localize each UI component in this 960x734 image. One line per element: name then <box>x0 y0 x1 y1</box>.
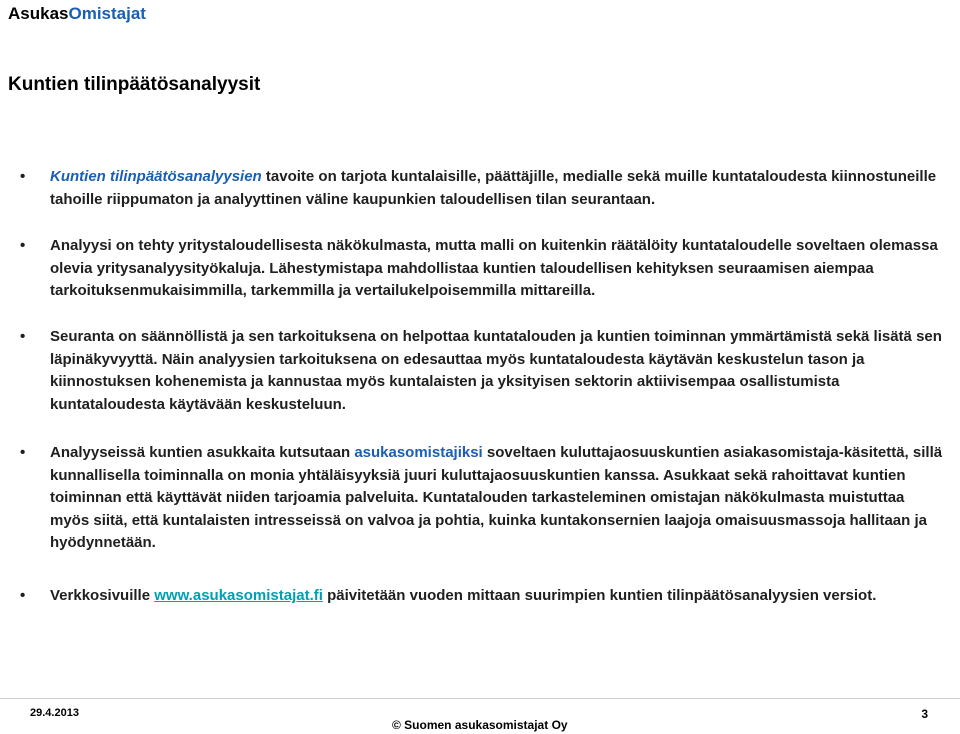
bullet-item-3 <box>20 326 946 416</box>
bullet-item-2 <box>20 235 946 303</box>
bullet-item-4 <box>20 442 946 555</box>
bullet-text-post: soveltaen kuluttajaosuuskuntien asiakasomistaja-käsitettä, sillä kunnallisella toiminnalla on monia yhtäläisyyksiä juuri kuluttajaosuuskuntien kanssa. Asukkaat sekä rahoittavat kuntien toiminnan että käyttävät niiden tarjoamia palveluita. Kuntatalouden tarkasteleminen omistajan näkökulmasta muistuttaa myös siitä, että kuntalaisten intresseissä on valvoa ja pohtia, kuinka kuntakonsernien laajoja omaisuusmassoja hallitaan ja hyödynnetään. <box>50 444 943 551</box>
brand-logo <box>8 4 146 24</box>
website-link[interactable]: www.asukasomistajat.fi <box>154 587 323 604</box>
page-number: 3 <box>921 707 928 721</box>
bullet-item-1 <box>20 166 946 211</box>
bullet-text: tavoite on tarjota kuntalaisille, päättäjille, medialle sekä muille kuntataloudesta kiinnostuneille tahoille riippumaton ja analyyttinen väline kaupunkien taloudellisen tilan seurantaan. <box>50 168 937 208</box>
bullet-text-pre: Verkkosivuille <box>50 587 155 604</box>
logo-part-2: Omistajat <box>68 4 146 23</box>
bullet-icon: • <box>20 444 26 461</box>
bullet-text: Seuranta on säännöllistä ja sen tarkoituksena on helpottaa kuntatalouden ja kuntien toiminnan ymmärtämistä sekä lisätä sen läpinäkyvyyttä. Näin analyysien tarkoituksena on edesauttaa myös kuntataloudesta käytävän keskustelun tason ja kiinnostuksen kohenemista ja kannustaa myös kuntalaisten ja yksityisen sektorin aktiivisempaa osallistumista kuntataloudesta käytävään keskusteluun. <box>50 328 942 413</box>
page-title: Kuntien tilinpäätösanalyysit <box>8 74 261 95</box>
footer-divider <box>0 698 960 699</box>
bullet-text: Analyysi on tehty yritystaloudellisesta näkökulmasta, mutta malli on kuitenkin räätälöity kuntataloudelle soveltaen olemassa olevia yritysanalyysityökaluja. Lähestymistapa mahdollistaa kuntien taloudellisen kehityksen seuraamisen aiempaa tarkoituksenmukaisimmilla, tarkemmilla ja vertailukelpoisemmilla mittareilla. <box>50 237 938 299</box>
highlight-term: asukasomistajiksi <box>354 444 483 461</box>
footer-copyright: © Suomen asukasomistajat Oy <box>392 718 568 732</box>
bullet-icon: • <box>20 587 26 604</box>
bullet-icon: • <box>20 237 26 254</box>
emphasis-term: Kuntien tilinpäätösanalyysien <box>50 168 262 185</box>
bullet-icon: • <box>20 168 26 185</box>
footer-date: 29.4.2013 <box>30 707 79 719</box>
bullet-item-5 <box>20 585 946 608</box>
bullet-text-pre: Analyyseissä kuntien asukkaita kutsutaan <box>50 444 355 461</box>
bullet-text-post: päivitetään vuoden mittaan suurimpien kuntien tilinpäätösanalyysien versiot. <box>322 587 877 604</box>
bullet-icon: • <box>20 328 26 345</box>
logo-part-1: Asukas <box>8 4 69 23</box>
